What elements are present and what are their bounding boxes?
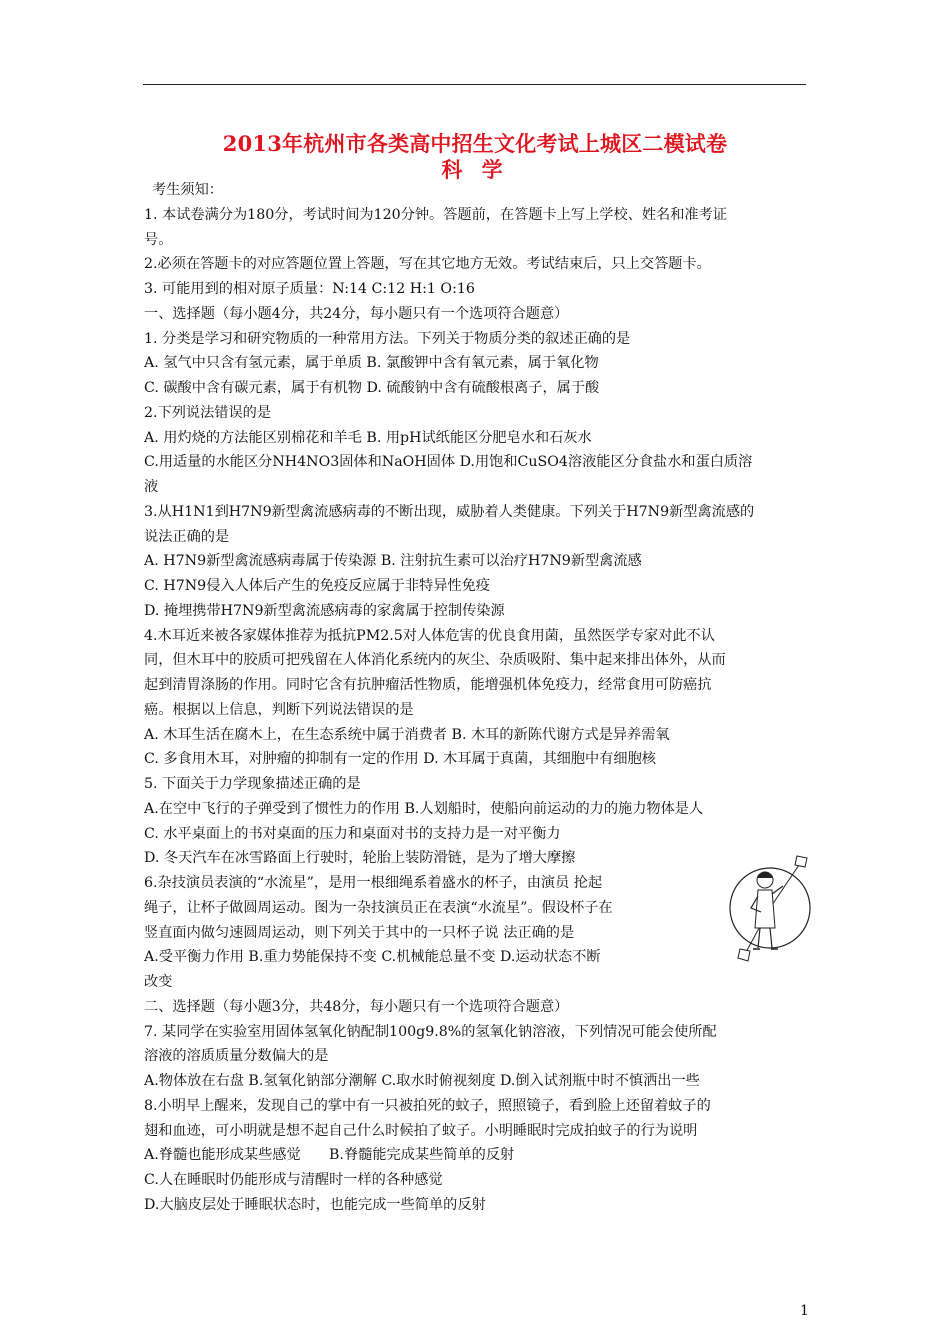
question-option: C. H7N9侵入人体后产生的免疫反应属于非特异性免疫 — [144, 578, 490, 594]
question-stem: 2.下列说法错误的是 — [144, 404, 272, 421]
page-title: 2013年杭州市各类高中招生文化考试上城区二模试卷 — [222, 131, 728, 156]
question-stem: 绳子，让杯子做圆周运动。图为一杂技演员正在表演“水流星”。假设杯子在 — [144, 899, 613, 916]
water-meteor-performer-figure — [725, 836, 815, 976]
question-stem: 1. 分类是学习和研究物质的一种常用方法。下列关于物质分类的叙述正确的是 — [144, 330, 631, 347]
question-option: A. H7N9新型禽流感病毒属于传染源 B. 注射抗生素可以治疗H7N9新型禽流感 — [144, 553, 642, 570]
text-line: 3. 可能用到的相对原子质量：N:14 C:12 H:1 O:16 — [144, 281, 475, 297]
question-option: A. 用灼烧的方法能区别棉花和羊毛 B. 用pH试纸能区分肥皂水和石灰水 — [144, 429, 592, 446]
question-option: C. 碳酸中含有碳元素，属于有机物 D. 硫酸钠中含有硫酸根离子，属于酸 — [144, 380, 600, 396]
question-stem: 8.小明早上醒来，发现自己的掌中有一只被拍死的蚊子，照照镜子，看到脸上还留着蚊子的 — [144, 1097, 711, 1114]
question-stem: 3.从H1N1到H7N9新型禽流感病毒的不断出现，威胁着人类健康。下列关于H7N9新型禽流感的 — [144, 503, 755, 520]
question-option: C.用适量的水能区分NH4NO3固体和NaOH固体 D.用饱和CuSO4溶液能区分食盐水和蛋白质溶 — [144, 454, 753, 471]
question-stem: 4.木耳近来被各家媒体推荐为抵抗PM2.5对人体危害的优良食用菌，虽然医学专家对此不认 — [144, 627, 715, 644]
question-stem: 同，但木耳中的胶质可把残留在人体消化系统内的灰尘、杂质吸附、集中起来排出体外，从而 — [144, 652, 726, 669]
question-stem: 起到清胃涤肠的作用。同时它含有抗肿瘤活性物质，能增强机体免疫力，经常食用可防癌抗 — [144, 677, 712, 693]
text-line: 号。 — [144, 231, 173, 248]
question-option: C.人在睡眠时仍能形成与清醒时一样的各种感觉 — [144, 1172, 443, 1188]
question-stem: 溶液的溶质质量分数偏大的是 — [144, 1048, 329, 1065]
question-stem: 说法正确的是 — [144, 528, 230, 545]
question-option: C. 多食用木耳，对肿瘤的抑制有一定的作用 D. 木耳属于真菌，其细胞中有细胞核 — [144, 751, 656, 768]
question-option: D. 掩埋携带H7N9新型禽流感病毒的家禽属于控制传染源 — [144, 602, 505, 619]
question-stem: 翅和血迹，可小明就是想不起自己什么时候拍了蚊子。小明睡眠时完成拍蚊子的行为说明 — [144, 1122, 698, 1139]
section-heading: 一、选择题（每小题4分，共24分，每小题只有一个选项符合题意） — [144, 305, 569, 322]
question-option: D.大脑皮层处于睡眠状态时，也能完成一些简单的反射 — [144, 1196, 486, 1213]
page-number: 1 — [800, 1303, 809, 1319]
question-stem: 癌。根据以上信息，判断下列说法错误的是 — [144, 701, 414, 718]
question-stem: 7. 某同学在实验室用固体氢氧化钠配制100g9.8%的氢氧化钠溶液，下列情况可能会使所配 — [144, 1023, 717, 1040]
question-option: A.脊髓也能形成某些感觉 B.脊髓能完成某些简单的反射 — [144, 1147, 515, 1164]
question-option: D. 冬天汽车在冰雪路面上行驶时，轮胎上装防滑链，是为了增大摩擦 — [144, 850, 576, 867]
question-option: A.受平衡力作用 B.重力势能保持不变 C.机械能总量不变 D.运动状态不断 — [144, 949, 601, 966]
question-option: A.物体放在右盘 B.氢氧化钠部分潮解 C.取水时俯视刻度 D.倒入试剂瓶中时不慎洒出一些 — [144, 1073, 700, 1089]
question-option: C. 水平桌面上的书对桌面的压力和桌面对书的支持力是一对平衡力 — [144, 825, 561, 842]
text-line: 考生须知： — [152, 182, 223, 198]
question-stem: 竖直面内做匀速圆周运动，则下列关于其中的一只杯子说 法正确的是 — [144, 924, 575, 941]
question-option: 改变 — [144, 974, 173, 990]
header-rule — [143, 84, 806, 85]
question-option: 液 — [144, 479, 159, 495]
question-option: A. 氢气中只含有氢元素，属于单质 B. 氯酸钾中含有氧元素，属于氧化物 — [144, 355, 599, 372]
section-heading: 二、选择题（每小题3分，共48分，每小题只有一个选项符合题意） — [144, 998, 569, 1015]
page-subtitle: 科 学 — [441, 157, 509, 182]
question-stem: 5. 下面关于力学现象描述正确的是 — [144, 776, 361, 792]
text-line: 1. 本试卷满分为180分，考试时间为120分钟。答题前，在答题卡上写上学校、姓名和准考证 — [144, 206, 727, 223]
question-stem: 6.杂技演员表演的“水流星”，是用一根细绳系着盛水的杯子，由演员 抡起 — [144, 875, 603, 891]
text-line: 2.必须在答题卡的对应答题位置上答题，写在其它地方无效。考试结束后，只上交答题卡。 — [144, 256, 711, 273]
question-option: A.在空中飞行的子弹受到了惯性力的作用 B.人划船时，使船向前运动的力的施力物体是人 — [144, 800, 704, 817]
question-option: A. 木耳生活在腐木上，在生态系统中属于消费者 B. 木耳的新陈代谢方式是异养需氧 — [144, 726, 670, 743]
exam-body — [144, 178, 808, 1218]
